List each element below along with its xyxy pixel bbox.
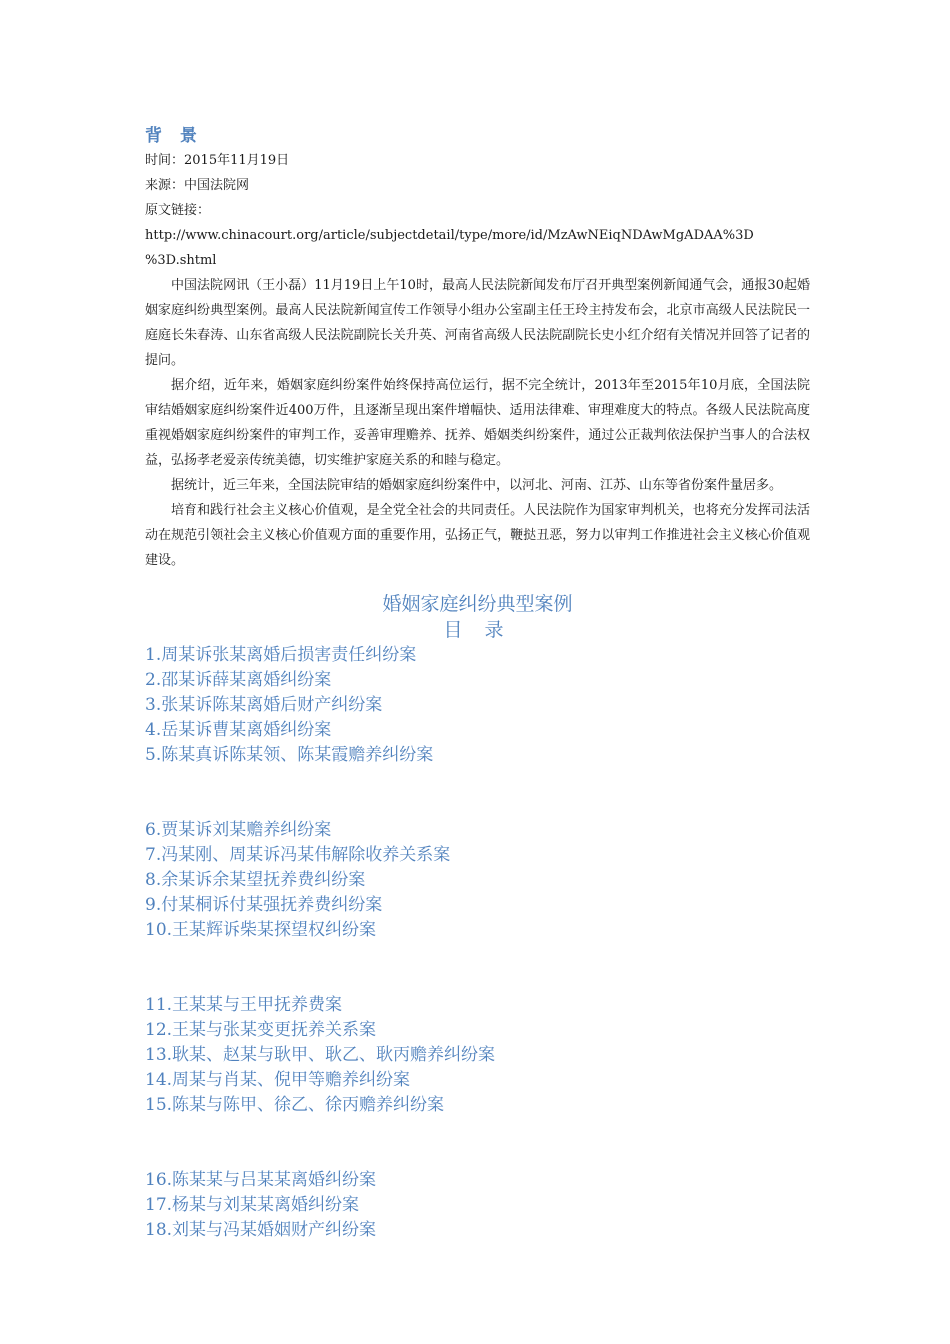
original-link-line-2[interactable]: %3D.shtml xyxy=(145,253,217,268)
toc-item[interactable]: 11.王某某与王甲抚养费案 xyxy=(145,995,343,1015)
paragraph-3: 据统计，近三年来，全国法院审结的婚姻家庭纠纷案件中，以河北、河南、江苏、山东等省份案件量居多。 xyxy=(171,478,783,493)
toc-item[interactable]: 9.付某桐诉付某强抚养费纠纷案 xyxy=(145,895,383,915)
toc-group-2 xyxy=(145,818,810,943)
toc-item[interactable]: 4.岳某诉曹某离婚纠纷案 xyxy=(145,720,332,740)
toc-item[interactable]: 15.陈某与陈甲、徐乙、徐丙赡养纠纷案 xyxy=(145,1095,445,1115)
toc-spacer xyxy=(145,943,810,993)
paragraph-4: 培育和践行社会主义核心价值观，是全党全社会的共同责任。人民法院作为国家审判机关，也将充分发挥司法活动在规范引领社会主义核心价值观方面的重要作用，弘扬正气，鞭挞丑恶，努力以审判工作推进社会主义核心价值观建设。 xyxy=(145,503,810,568)
toc-title: 婚姻家庭纠纷典型案例 xyxy=(382,593,573,615)
toc-item[interactable]: 10.王某辉诉柴某探望权纠纷案 xyxy=(145,920,377,940)
toc-item[interactable]: 18.刘某与冯某婚姻财产纠纷案 xyxy=(145,1220,377,1240)
toc-subtitle: 目 录 xyxy=(443,619,512,641)
toc-item[interactable]: 6.贾某诉刘某赡养纠纷案 xyxy=(145,820,332,840)
toc-item[interactable]: 12.王某与张某变更抚养关系案 xyxy=(145,1020,377,1040)
toc-item[interactable]: 14.周某与肖某、倪甲等赡养纠纷案 xyxy=(145,1070,411,1090)
toc-item[interactable]: 16.陈某某与吕某某离婚纠纷案 xyxy=(145,1170,377,1190)
toc-group-4 xyxy=(145,1168,810,1243)
source-line: 来源：中国法院网 xyxy=(145,178,250,193)
toc-item[interactable]: 3.张某诉陈某离婚后财产纠纷案 xyxy=(145,695,383,715)
toc-item[interactable]: 7.冯某刚、周某诉冯某伟解除收养关系案 xyxy=(145,845,451,865)
publish-time: 时间：2015年11月19日 xyxy=(145,153,290,168)
toc-item[interactable]: 5.陈某真诉陈某领、陈某霞赡养纠纷案 xyxy=(145,745,434,765)
original-link[interactable] xyxy=(145,198,810,273)
original-link-line-1[interactable]: 原文链接：http://www.chinacourt.org/article/subjectdetail/type/more/id/MzAwNEiqNDAwMgADAA%3D xyxy=(145,203,754,243)
document-page xyxy=(145,124,810,1243)
paragraph-2: 据介绍，近年来，婚姻家庭纠纷案件始终保持高位运行，据不完全统计，2013年至2015年10月底，全国法院审结婚姻家庭纠纷案件近400万件，且逐渐呈现出案件增幅快、适用法律难、审理难度大的特点。各级人民法院高度重视婚姻家庭纠纷案件的审判工作，妥善审理赡养、抚养、婚姻类纠纷案件，通过公正裁判依法保护当事人的合法权益，弘扬孝老爱亲传统美德，切实维护家庭关系的和睦与稳定。 xyxy=(145,378,810,468)
paragraph-1: 中国法院网讯（王小磊）11月19日上午10时，最高人民法院新闻发布厅召开典型案例新闻通气会，通报30起婚姻家庭纠纷典型案例。最高人民法院新闻宣传工作领导小组办公室副主任王玲主持发布会，北京市高级人民法院民一庭庭长朱春涛、山东省高级人民法院副院长关升英、河南省高级人民法院副院长史小红介绍有关情况并回答了记者的提问。 xyxy=(145,278,810,368)
toc-group-1 xyxy=(145,643,810,768)
toc-group-3 xyxy=(145,993,810,1118)
toc-item[interactable]: 1.周某诉张某离婚后损害责任纠纷案 xyxy=(145,645,417,665)
toc-item[interactable]: 8.余某诉余某望抚养费纠纷案 xyxy=(145,870,366,890)
toc-item[interactable]: 2.邵某诉薛某离婚纠纷案 xyxy=(145,670,332,690)
toc-item[interactable]: 13.耿某、赵某与耿甲、耿乙、耿丙赡养纠纷案 xyxy=(145,1045,496,1065)
toc-item[interactable]: 17.杨某与刘某某离婚纠纷案 xyxy=(145,1195,360,1215)
background-heading: 背 景 xyxy=(145,126,203,146)
toc-spacer xyxy=(145,1118,810,1168)
toc-spacer xyxy=(145,768,810,818)
